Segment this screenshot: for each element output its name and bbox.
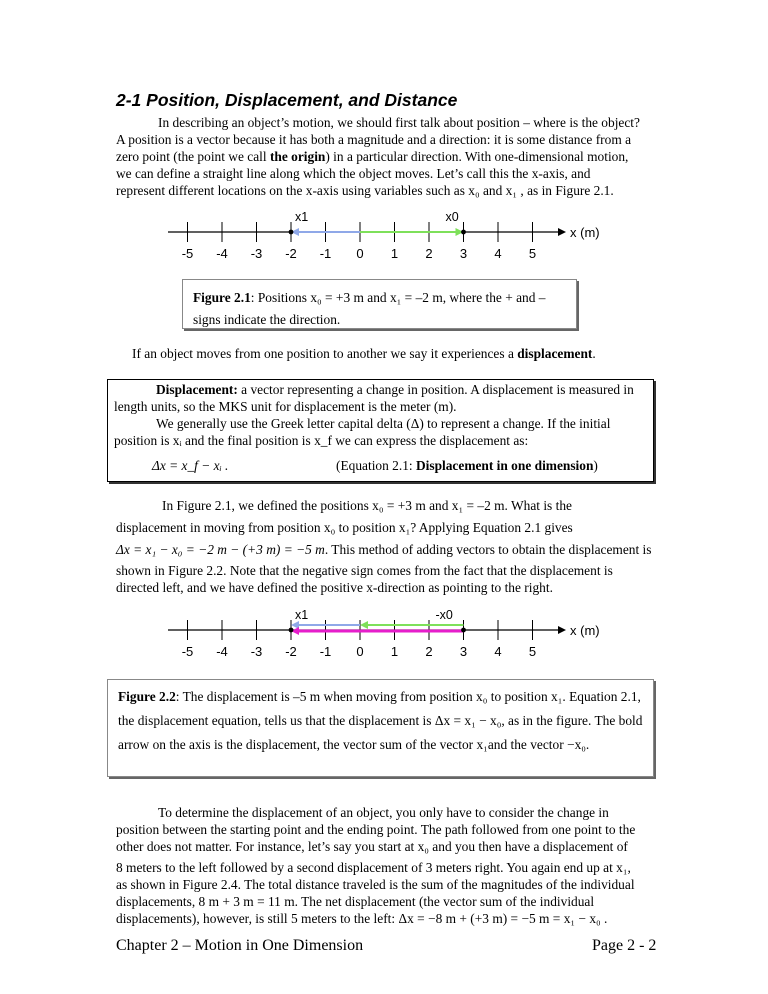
tick-label: 1 (390, 246, 399, 261)
text-line: we can define a straight line along which the object moves. Let’s call this the x-axis, and (116, 166, 591, 181)
text-line: position between the starting point and the ending point. The path followed from one point to the (116, 822, 636, 837)
axis-arrowhead (558, 228, 566, 236)
text-line: We generally use the Greek letter capital delta (Δ) to represent a change. If the initial (156, 416, 611, 431)
worked-example (116, 495, 656, 596)
axis-arrowhead (558, 626, 566, 634)
tick-label: 0 (356, 246, 364, 261)
position-dot (289, 628, 294, 633)
footer-page-number: Page 2 - 2 (592, 937, 657, 954)
position-dot (289, 230, 294, 235)
tick-label: 3 (459, 246, 468, 261)
text-line: displacements), however, is still 5 meters to the left: Δx = −8 m + (+3 m) = −5 m = x₁ − x₀ . (116, 911, 608, 926)
vector-label: -x0 (435, 608, 453, 622)
origin-term: the origin (269, 149, 326, 164)
tick-label: -5 (181, 644, 194, 659)
section-heading: 2-1 Position, Displacement, and Distance (116, 90, 458, 110)
text-line: directed left, and we have defined the positive x-direction as pointing to the right. (116, 580, 553, 595)
text-line: length units, so the MKS unit for displacement is the meter (m). (114, 399, 457, 414)
displacement-term: displacement (517, 346, 593, 361)
tick-label: 2 (425, 246, 433, 261)
text-line: In describing an object’s motion, we should first talk about position – where is the object? (158, 115, 640, 130)
text-line: To determine the displacement of an object, you only have to consider the change in (158, 805, 609, 820)
tick-label: 0 (356, 644, 364, 659)
tick-label: 1 (390, 644, 399, 659)
axis-label: x (m) (570, 225, 600, 240)
text-line: other does not matter. For instance, let’s say you start at x₀ and you then have a displacement of (116, 839, 628, 854)
path-paragraph (116, 804, 656, 927)
tick-label: 2 (425, 644, 433, 659)
position-dot (461, 628, 466, 633)
tick-label: 4 (494, 644, 502, 659)
tick-label: 5 (528, 246, 537, 261)
intro-paragraph (116, 114, 656, 199)
tick-label: -2 (285, 246, 297, 261)
tick-label: -3 (250, 246, 263, 261)
vector-label: x0 (445, 210, 459, 224)
text-line: 8 meters to the left followed by a second displacement of 3 meters right. You again end up at x₁, (116, 860, 631, 875)
tick-label: 5 (528, 644, 537, 659)
neg-x0-vector-head (360, 621, 368, 629)
text-line: displacements, 8 m + 3 m = 11 m. The net displacement (the vector sum of the individual (116, 894, 595, 909)
footer-chapter: Chapter 2 – Motion in One Dimension (116, 937, 364, 954)
vector-label: x1 (295, 210, 309, 224)
figure-2-2-axis (140, 603, 620, 663)
tick-label: -1 (319, 644, 332, 659)
figure-2-2-caption: Figure 2.2: The displacement is –5 m when moving from position x₀ to position x₁. Equation 2.1, the displacement equation, tells us that the displacement is Δx = x₁ − x₀, as in the figure. The bold arrow on the axis is the displacement, the vector sum of the vector x₁and the vector −x₀. (107, 679, 654, 777)
tick-label: -1 (319, 246, 332, 261)
vector-label: x1 (295, 608, 309, 622)
position-dot (461, 230, 466, 235)
text-line: displacement in moving from position x₀ to position x₁? Applying Equation 2.1 gives (116, 520, 573, 535)
text-line: In Figure 2.1, we defined the positions x₀ = +3 m and x₁ = –2 m. What is the (162, 498, 572, 513)
tick-label: -4 (216, 644, 228, 659)
text-line: as shown in Figure 2.4. The total distance traveled is the sum of the magnitudes of the individual (116, 877, 635, 892)
text-line: represent different locations on the x-axis using variables such as x₀ and x₁ , as in Figure 2.1. (116, 183, 614, 198)
text-line: position is xᵢ and the final position is x_f we can express the displacement as: (114, 433, 529, 448)
definition-box: Displacement: a vector representing a change in position. A displacement is measured in length units, so the MKS unit for displacement is the meter (m). We generally use the Greek letter capital delta (Δ) to represent a change. If the initial position is xᵢ and the final position is x_f we can express the displacement as: Δx = x_f − xᵢ . (Equation 2.1: Displacement in one dimension) (107, 379, 654, 482)
figure-2-1-caption: Figure 2.1: Positions x₀ = +3 m and x₁ = –2 m, where the + and – signs indicate the direction. (182, 279, 577, 329)
tick-label: -5 (181, 246, 194, 261)
tick-label: -4 (216, 246, 228, 261)
axis-label: x (m) (570, 623, 600, 638)
displacement-intro: If an object moves from one position to another we say it experiences a displacement. (132, 346, 596, 361)
tick-label: 4 (494, 246, 502, 261)
tick-label: 3 (459, 644, 468, 659)
text-line: zero point (the point we call the origin) in a particular direction. With one-dimensional motion, (116, 149, 629, 164)
definition-term: Displacement: (156, 382, 238, 397)
tick-label: -2 (285, 644, 297, 659)
figure-2-1-axis (140, 205, 620, 265)
equation-2-1: Δx = x_f − xᵢ . (Equation 2.1: Displacement in one dimension) (152, 458, 598, 473)
text-line: A position is a vector because it has both a magnitude and a direction: it is some distance from a (116, 132, 632, 147)
tick-label: -3 (250, 644, 263, 659)
text-line: shown in Figure 2.2. Note that the negative sign comes from the fact that the displacement is (116, 563, 613, 578)
text-line: Δx = x₁ − x₀ = −2 m − (+3 m) = −5 m. This method of adding vectors to obtain the displacement is (116, 542, 652, 557)
